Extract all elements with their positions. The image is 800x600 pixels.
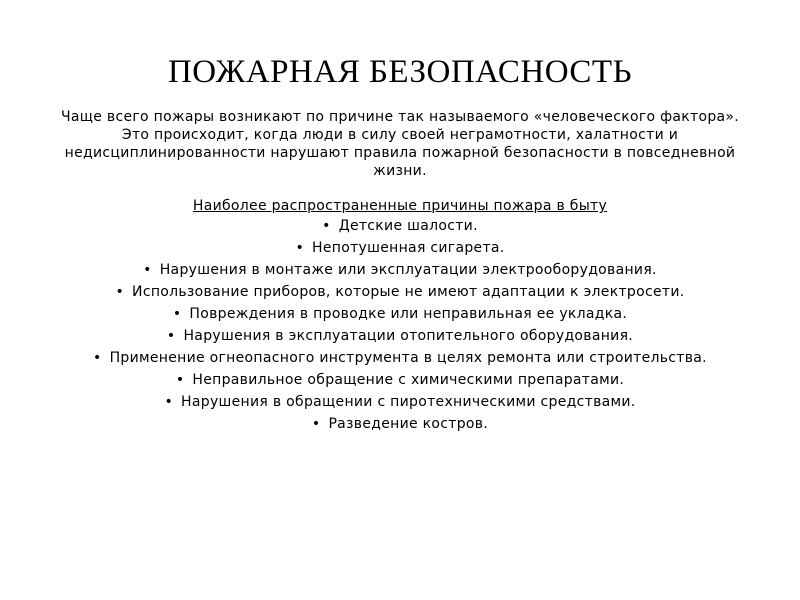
list-item-text: Применение огнеопасного инструмента в целях ремонта или строительства. <box>109 350 707 366</box>
list-item-text: Нарушения в обращении с пиротехническими средствами. <box>181 394 636 410</box>
list-item <box>60 393 740 411</box>
list-item <box>60 305 740 323</box>
bullet-icon: • <box>295 240 305 256</box>
bullet-icon: • <box>166 328 176 344</box>
list-item-text: Непотушенная сигарета. <box>312 240 505 256</box>
list-item-text: Разведение костров. <box>328 416 489 432</box>
list-item <box>60 239 740 257</box>
intro-paragraph: Чаще всего пожары возникают по причине так называемого «человеческого фактора». Это происходит, когда люди в силу своей неграмотности, халатности и недисциплинированности нарушают правила пожарной безопасности в повседневной жизни. <box>60 109 739 179</box>
list-item-text: Использование приборов, которые не имеют адаптации к электросети. <box>132 284 685 300</box>
bullet-icon: • <box>322 218 331 234</box>
causes-subheading: Наиболее распространенные причины пожара в быту <box>192 198 608 214</box>
bullet-icon: • <box>143 262 152 278</box>
list-item-text: Повреждения в проводке или неправильная ее укладка. <box>189 306 628 322</box>
list-item-text: Нарушения в эксплуатации отопительного оборудования. <box>183 328 634 344</box>
list-item <box>60 349 740 367</box>
slide-content <box>60 108 740 437</box>
list-item <box>60 371 740 389</box>
list-item <box>60 217 740 235</box>
list-item-text: Неправильное обращение с химическими препаратами. <box>192 372 625 388</box>
list-item-text: Детские шалости. <box>338 218 478 234</box>
list-item <box>60 283 740 301</box>
list-item-text: Нарушения в монтаже или эксплуатации электрооборудования. <box>159 262 657 278</box>
bullet-icon: • <box>93 350 102 366</box>
causes-list <box>60 217 740 433</box>
bullet-icon: • <box>164 394 174 410</box>
list-item <box>60 415 740 433</box>
bullet-icon: • <box>311 416 321 432</box>
slide-title: ПОЖАРНАЯ БЕЗОПАСНОСТЬ <box>167 54 633 90</box>
list-item <box>60 327 740 345</box>
bullet-icon: • <box>115 284 125 300</box>
list-item <box>60 261 740 279</box>
bullet-icon: • <box>172 306 182 322</box>
bullet-icon: • <box>175 372 185 388</box>
